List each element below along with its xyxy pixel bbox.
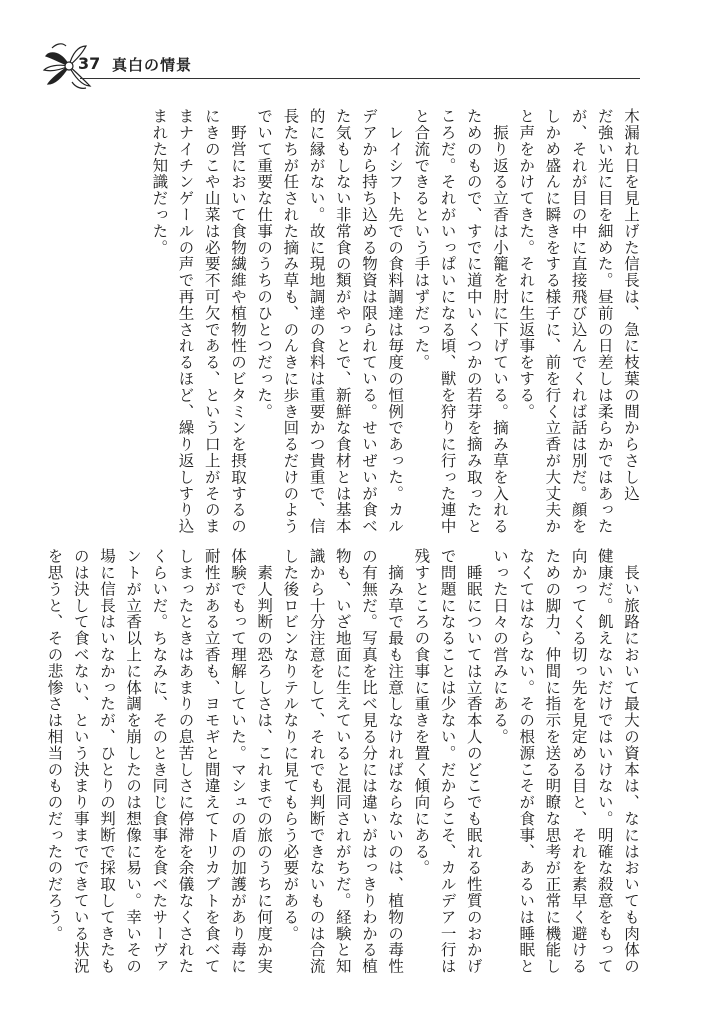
text-line: のは決して食べない、という決まり事までできている状況: [71, 548, 90, 975]
text-line: まれた知識だった。: [150, 108, 169, 256]
text-line: 摘み草で最も注意しなければならないのは、植物の毒性: [386, 548, 405, 975]
text-line: デアから持ち込める物資は限られている。せいぜいが食べ: [359, 108, 378, 535]
text-line: 野営において食物繊維や植物性のビタミンを摂取するの: [228, 108, 247, 535]
text-line: 長い旅路において最大の資本は、なにはおいても肉体の: [622, 548, 640, 975]
text-line: 素人判断の恐ろしさは、これまでの旅のうちに何度か実: [255, 548, 274, 975]
text-line: 振り返る立香は小籠を肘に下げている。摘み草を入れる: [490, 108, 509, 535]
text-line: しかめ盛んに瞬きをする様子に、前を行く立香が大丈夫か: [543, 108, 562, 535]
text-line: ためのもので、すでに道中いくつかの若芽を摘み取ったと: [464, 108, 483, 535]
text-line: でいて重要な仕事のうちのひとつだった。: [255, 108, 274, 420]
text-line: まナイチンゲールの声で再生されるほど、繰り返しすり込: [176, 108, 195, 535]
text-line: 識から十分注意をして、それでも判断できないものは合流: [307, 548, 326, 975]
header-divider: [80, 78, 640, 79]
text-line: 物も、いざ地面に生えていると混同されがちだ。経験と知: [333, 548, 352, 975]
text-line: の有無だ。写真を比べ見る分には違いがはっきりわかる植: [359, 548, 378, 975]
text-line: 耐性がある立香も、ヨモギと間違えてトリカブトを食べて: [202, 548, 221, 975]
text-line: 的に縁がない。故に現地調達の食料は重要かつ貴重で、信: [307, 108, 326, 535]
text-line: 場に信長はいなかったが、ひとりの判断で採取してきたも: [97, 548, 116, 975]
text-line: だ強い光に目を細めた。昼前の日差しは柔らかではあった: [595, 108, 614, 535]
page-header: [40, 40, 640, 90]
text-line: 長たちが任された摘み草も、のんきに歩き回るだけのよう: [281, 108, 300, 535]
text-line: 残すところの食事に重きを置く傾向にある。: [412, 548, 431, 876]
text-line: た気もしない非常食の類がやっとで、新鮮な食材とは基本: [333, 108, 352, 535]
text-block-lower: [45, 548, 644, 975]
text-line: いった日々の営みにある。: [490, 548, 509, 745]
text-line: を思うと、その悲惨さは相当のものだったのだろう。: [45, 548, 64, 942]
text-line: なくてはならない。その根源こそが食事、あるいは睡眠と: [517, 548, 536, 975]
text-line: レイシフト先での食料調達は毎度の恒例であった。カル: [386, 108, 405, 535]
chapter-title: 真白の情景: [112, 56, 193, 74]
text-line: と合流できるという手はずだった。: [412, 108, 431, 371]
text-line: しまったときはあまりの息苦しさに停滞を余儀なくされた: [176, 548, 195, 975]
text-line: 睡眠については立香本人のどこでも眠れる性質のおかげ: [464, 548, 483, 975]
text-line: 体験でもって理解していた。マシュの盾の加護があり毒に: [228, 548, 247, 975]
page-number: 37: [78, 54, 101, 73]
text-line: くらいだ。ちなみに、そのとき同じ食事を食べたサーヴァ: [150, 548, 169, 975]
text-line: と声をかけてきた。それに生返事をする。: [517, 108, 536, 420]
text-line: ための脚力、仲間に指示を送る明瞭な思考が正常に機能し: [543, 548, 562, 975]
text-line: 木漏れ日を見上げた信長は、急に枝葉の間からさし込: [622, 108, 640, 502]
text-line: ころだ。それがいっぱいになる頃、獣を狩りに行った連中: [438, 108, 457, 535]
text-line: が、それが目の中に直接飛び込んでくれば話は別だ。顔を: [569, 108, 588, 535]
text-block-upper: [150, 108, 644, 535]
text-line: 向かってくる切っ先を見定める目と、それを素早く避ける: [569, 548, 588, 975]
text-line: した後ロビンなりテルなりに見てもらう必要がある。: [281, 548, 300, 942]
text-line: で問題になることは少ない。だからこそ、カルデア一行は: [438, 548, 457, 975]
text-line: ントが立香以上に体調を崩したのは想像に易い。幸いその: [124, 548, 143, 975]
text-line: にきのこや山菜は必要不可欠である、という口上がそのま: [202, 108, 221, 535]
text-line: 健康だ。飢えないだけではいけない。明確な殺意をもって: [595, 548, 614, 975]
